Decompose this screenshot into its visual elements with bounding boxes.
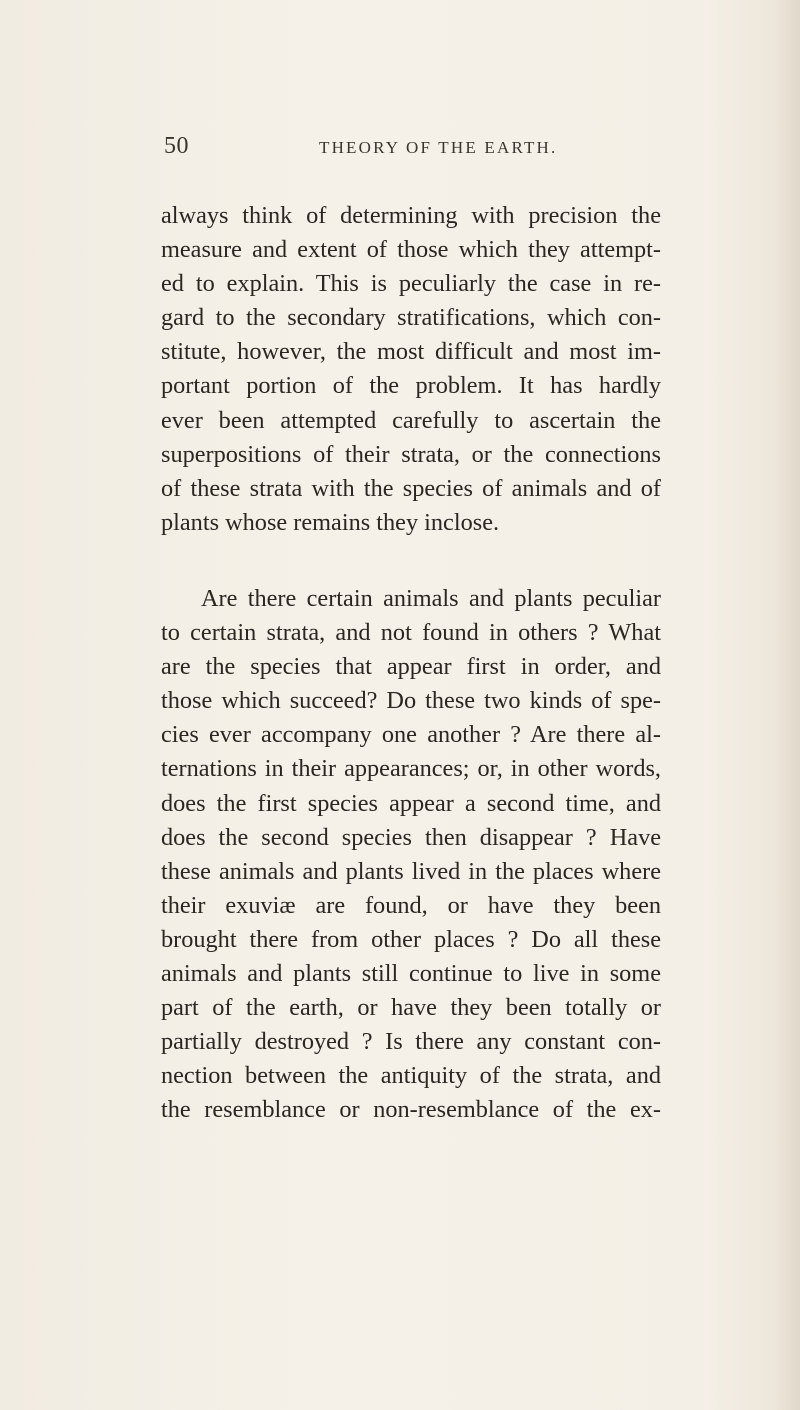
text-line: always think of determining with precision the (161, 202, 661, 229)
running-head (164, 133, 654, 163)
text-line: measure and extent of those which they attempt- (161, 236, 661, 264)
text-line: part of the earth, or have they been totally or (161, 994, 661, 1022)
text-line: animals and plants still continue to live in some (161, 959, 661, 987)
paragraph-2 (161, 582, 661, 1128)
text-line: the resemblance or non-resemblance of the ex- (161, 1096, 661, 1124)
body-text (161, 199, 661, 1127)
page-edge-shadow (774, 0, 800, 1410)
page-number: 50 (164, 133, 189, 159)
text-line: brought there from other places ? Do all these (161, 925, 661, 953)
text-line: does the first species appear a second time, and (161, 789, 661, 817)
text-line: gard to the secondary stratifications, which con- (161, 304, 661, 332)
text-line: portant portion of the problem. It has hardly (161, 372, 661, 400)
text-line: of these strata with the species of animals and of (161, 474, 661, 502)
text-line: plants whose remains they inclose. (161, 508, 500, 536)
text-line: Are there certain animals and plants peculiar (201, 584, 661, 612)
text-line: stitute, however, the most difficult and most im- (161, 338, 661, 366)
text-line: ever been attempted carefully to ascertain the (161, 406, 661, 434)
text-line: does the second species then disappear ? Have (161, 823, 661, 851)
text-line: ed to explain. This is peculiarly the case in re- (161, 270, 661, 298)
text-line: cies ever accompany one another ? Are there al- (161, 721, 661, 749)
text-line: superpositions of their strata, or the connections (161, 440, 661, 468)
text-line: these animals and plants lived in the places where (161, 857, 661, 885)
text-line: nection between the antiquity of the strata, and (161, 1062, 661, 1090)
paragraph-gap (161, 540, 661, 582)
text-line: partially destroyed ? Is there any constant con- (161, 1028, 661, 1056)
text-line: ternations in their appearances; or, in other words, (161, 755, 661, 783)
text-line: to certain strata, and not found in others ? What (161, 619, 661, 647)
text-line: are the species that appear first in order, and (161, 653, 661, 681)
paragraph-1 (161, 199, 661, 540)
text-line: their exuviæ are found, or have they been (161, 891, 661, 919)
text-line: those which succeed? Do these two kinds of spe- (161, 687, 661, 715)
running-title: THEORY OF THE EARTH. (319, 138, 558, 157)
